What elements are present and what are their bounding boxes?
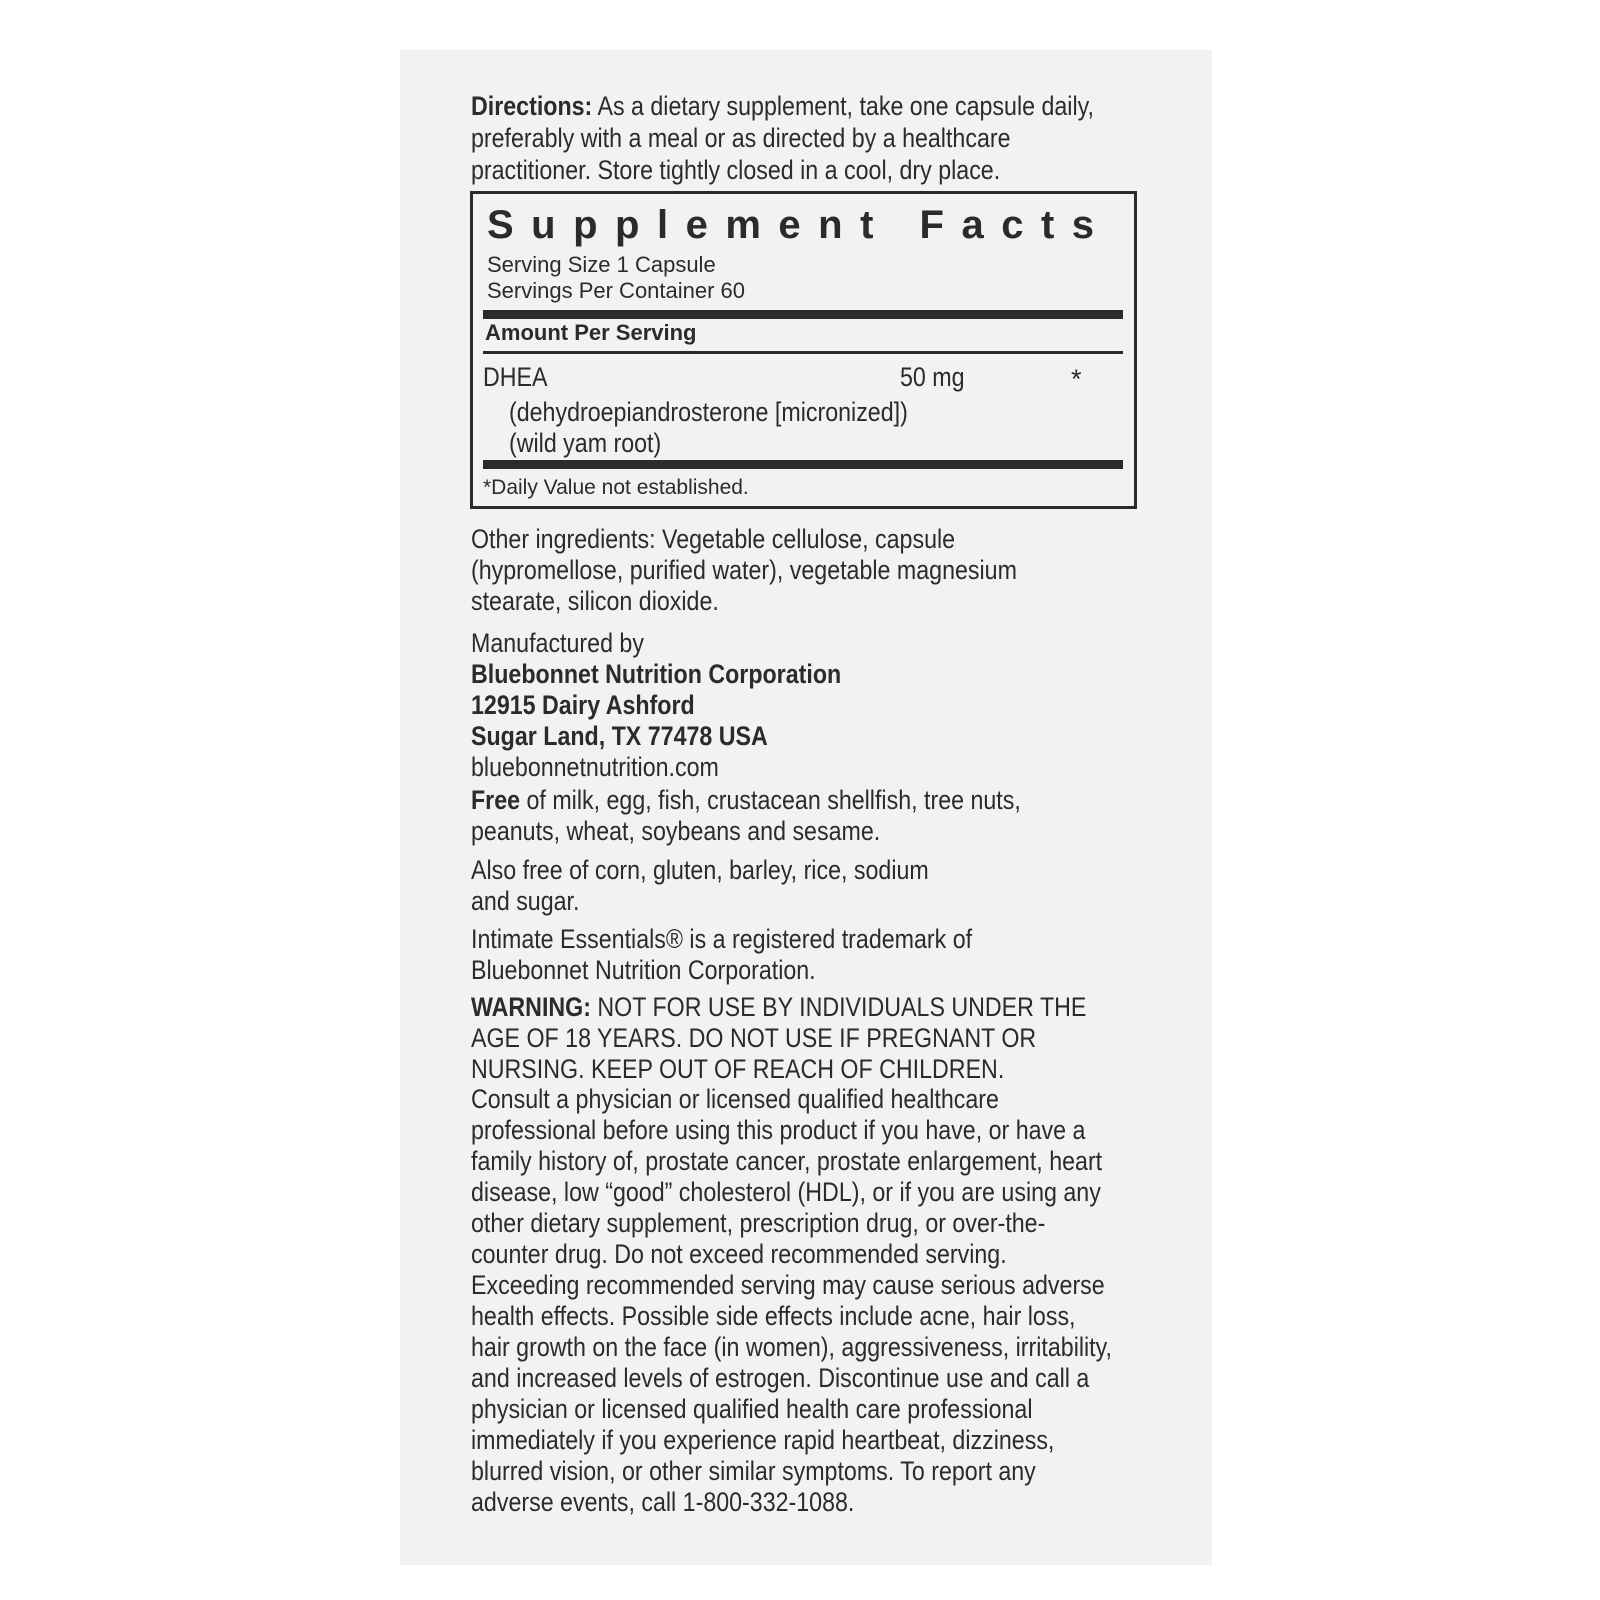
manufacturer-website: bluebonnetnutrition.com xyxy=(471,752,719,782)
daily-value-marker: * xyxy=(1071,364,1082,394)
warning-heading: WARNING: xyxy=(471,992,591,1022)
other-ingredients: Other ingredients: Vegetable cellulose, capsule (hypromellose, purified water), vegetable magnesium stearate, silicon dioxide. xyxy=(471,524,1017,616)
directions-heading: Directions: xyxy=(471,91,593,121)
supplement-facts-panel xyxy=(470,191,1137,509)
product-label-panel xyxy=(400,50,1212,1565)
bottom-thick-divider xyxy=(483,460,1123,469)
amount-per-serving-heading: Amount Per Serving xyxy=(485,320,697,345)
thick-divider xyxy=(483,310,1123,319)
free-lead: Free xyxy=(471,785,521,815)
servings-per-container: Servings Per Container 60 xyxy=(487,278,746,303)
daily-value-footnote: *Daily Value not established. xyxy=(483,476,749,499)
serving-size: Serving Size 1 Capsule xyxy=(487,252,716,277)
warning-caps-text: NOT FOR USE BY INDIVIDUALS UNDER THE AGE OF 18 YEARS. DO NOT USE IF PREGNANT OR NURSING. KEEP OUT OF REACH OF CHILDREN. xyxy=(471,992,1087,1084)
supplement-facts-title: Supplement Facts xyxy=(487,203,1112,247)
ingredient-detail-2: (wild yam root) xyxy=(509,428,662,458)
manufacturer-city: Sugar Land, TX 77478 USA xyxy=(471,721,768,751)
manufacturer-block xyxy=(471,628,1073,783)
ingredient-detail-1: (dehydroepiandrosterone [micronized]) xyxy=(509,397,908,427)
also-free-statement: Also free of corn, gluten, barley, rice, sodium and sugar. xyxy=(471,855,929,916)
free-text: of milk, egg, fish, crustacean shellfish, tree nuts, peanuts, wheat, soybeans and sesame. xyxy=(471,785,1021,846)
trademark-statement: Intimate Essentials® is a registered trademark of Bluebonnet Nutrition Corporation. xyxy=(471,924,973,985)
directions-text: As a dietary supplement, take one capsule daily, preferably with a meal or as directed by a healthcare practitioner. Store tightly closed in a cool, dry place. xyxy=(471,91,1094,185)
thin-divider xyxy=(483,351,1123,354)
allergen-free-statement xyxy=(471,785,1073,847)
ingredient-name: DHEA xyxy=(483,362,548,392)
ingredient-amount: 50 mg xyxy=(900,362,965,392)
manufacturer-intro: Manufactured by xyxy=(471,628,644,658)
manufacturer-street: 12915 Dairy Ashford xyxy=(471,690,695,720)
directions-paragraph xyxy=(471,90,1125,186)
warning-body: Consult a physician or licensed qualified healthcare professional before using this product if you have, or have a family history of, prostate cancer, prostate enlargement, heart disease, low “good” cholesterol (HDL), or if you are using any other dietary supplement, prescription drug, or over-the-counter drug. Do not exceed recommended serving. Exceeding recommended serving may cause serious adverse health effects. Possible side effects include acne, hair loss, hair growth on the face (in women), aggressiveness, irritability, and increased levels of estrogen. Discontinue use and call a physician or licensed qualified health care professional immediately if you experience rapid heartbeat, dizziness, blurred vision, or other similar symptoms. To report any adverse events, call 1-800-332-1088. xyxy=(471,1084,1112,1517)
manufacturer-name: Bluebonnet Nutrition Corporation xyxy=(471,659,842,689)
warning-statement xyxy=(471,992,1090,1085)
